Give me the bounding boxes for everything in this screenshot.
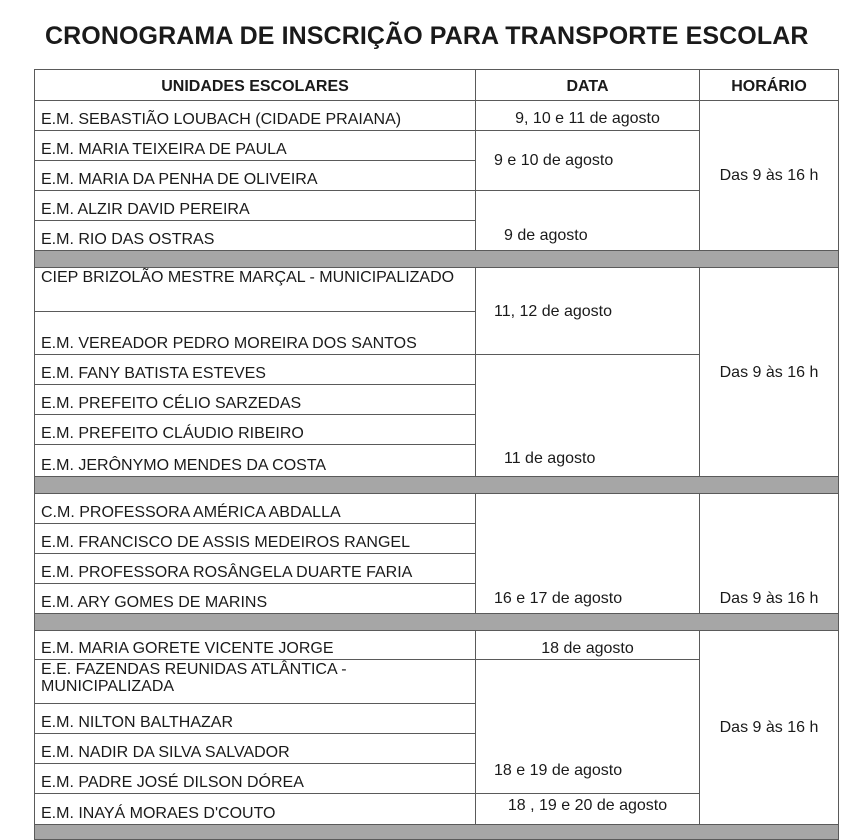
table-row — [35, 268, 839, 312]
group-separator — [35, 825, 839, 840]
school-name: E.M. NILTON BALTHAZAR — [35, 704, 476, 734]
school-name: E.M. VEREADOR PEDRO MOREIRA DOS SANTOS — [35, 312, 476, 355]
school-name: E.M. PREFEITO CLÁUDIO RIBEIRO — [35, 415, 476, 445]
date-cell: 18 e 19 de agosto — [476, 660, 700, 794]
school-name: C.M. PROFESSORA AMÉRICA ABDALLA — [35, 494, 476, 524]
hour-cell: Das 9 às 16 h — [700, 631, 839, 825]
school-name: E.M. SEBASTIÃO LOUBACH (CIDADE PRAIANA) — [35, 101, 476, 131]
date-cell: 18 de agosto — [476, 631, 700, 660]
school-name: E.E. FAZENDAS REUNIDAS ATLÂNTICA - MUNICIPALIZADA — [35, 660, 476, 704]
school-name: E.M. ARY GOMES DE MARINS — [35, 584, 476, 614]
school-name: E.M. MARIA TEIXEIRA DE PAULA — [35, 131, 476, 161]
header-unit: UNIDADES ESCOLARES — [35, 70, 476, 101]
date-cell: 11, 12 de agosto — [476, 268, 700, 355]
school-name: E.M. PROFESSORA ROSÂNGELA DUARTE FARIA — [35, 554, 476, 584]
date-cell: 18 , 19 e 20 de agosto — [476, 794, 700, 825]
header-hour: HORÁRIO — [700, 70, 839, 101]
group-separator — [35, 251, 839, 268]
date-cell: 16 e 17 de agosto — [476, 494, 700, 614]
table-row — [35, 494, 839, 524]
table-row — [35, 631, 839, 660]
date-cell: 9 de agosto — [476, 191, 700, 251]
schedule-table — [34, 69, 839, 840]
school-name: E.M. RIO DAS OSTRAS — [35, 221, 476, 251]
hour-cell: Das 9 às 16 h — [700, 494, 839, 614]
school-name: E.M. FRANCISCO DE ASSIS MEDEIROS RANGEL — [35, 524, 476, 554]
header-date: DATA — [476, 70, 700, 101]
date-cell: 9 e 10 de agosto — [476, 131, 700, 191]
school-name: E.M. NADIR DA SILVA SALVADOR — [35, 734, 476, 764]
school-name: E.M. MARIA GORETE VICENTE JORGE — [35, 631, 476, 660]
school-name: E.M. PADRE JOSÉ DILSON DÓREA — [35, 764, 476, 794]
school-name: E.M. ALZIR DAVID PEREIRA — [35, 191, 476, 221]
hour-cell: Das 9 às 16 h — [700, 268, 839, 477]
date-cell: 9, 10 e 11 de agosto — [476, 101, 700, 131]
group-separator — [35, 614, 839, 631]
page-title: CRONOGRAMA DE INSCRIÇÃO PARA TRANSPORTE ESCOLAR — [45, 22, 809, 50]
hour-cell: Das 9 às 16 h — [700, 101, 839, 251]
school-name: E.M. JERÔNYMO MENDES DA COSTA — [35, 445, 476, 477]
school-name: E.M. MARIA DA PENHA DE OLIVEIRA — [35, 161, 476, 191]
school-name: E.M. FANY BATISTA ESTEVES — [35, 355, 476, 385]
school-name: E.M. INAYÁ MORAES D'COUTO — [35, 794, 476, 825]
school-name: CIEP BRIZOLÃO MESTRE MARÇAL - MUNICIPALIZADO — [35, 268, 476, 312]
header-row — [35, 70, 839, 101]
table-row — [35, 101, 839, 131]
school-name: E.M. PREFEITO CÉLIO SARZEDAS — [35, 385, 476, 415]
group-separator — [35, 477, 839, 494]
date-cell: 11 de agosto — [476, 355, 700, 477]
